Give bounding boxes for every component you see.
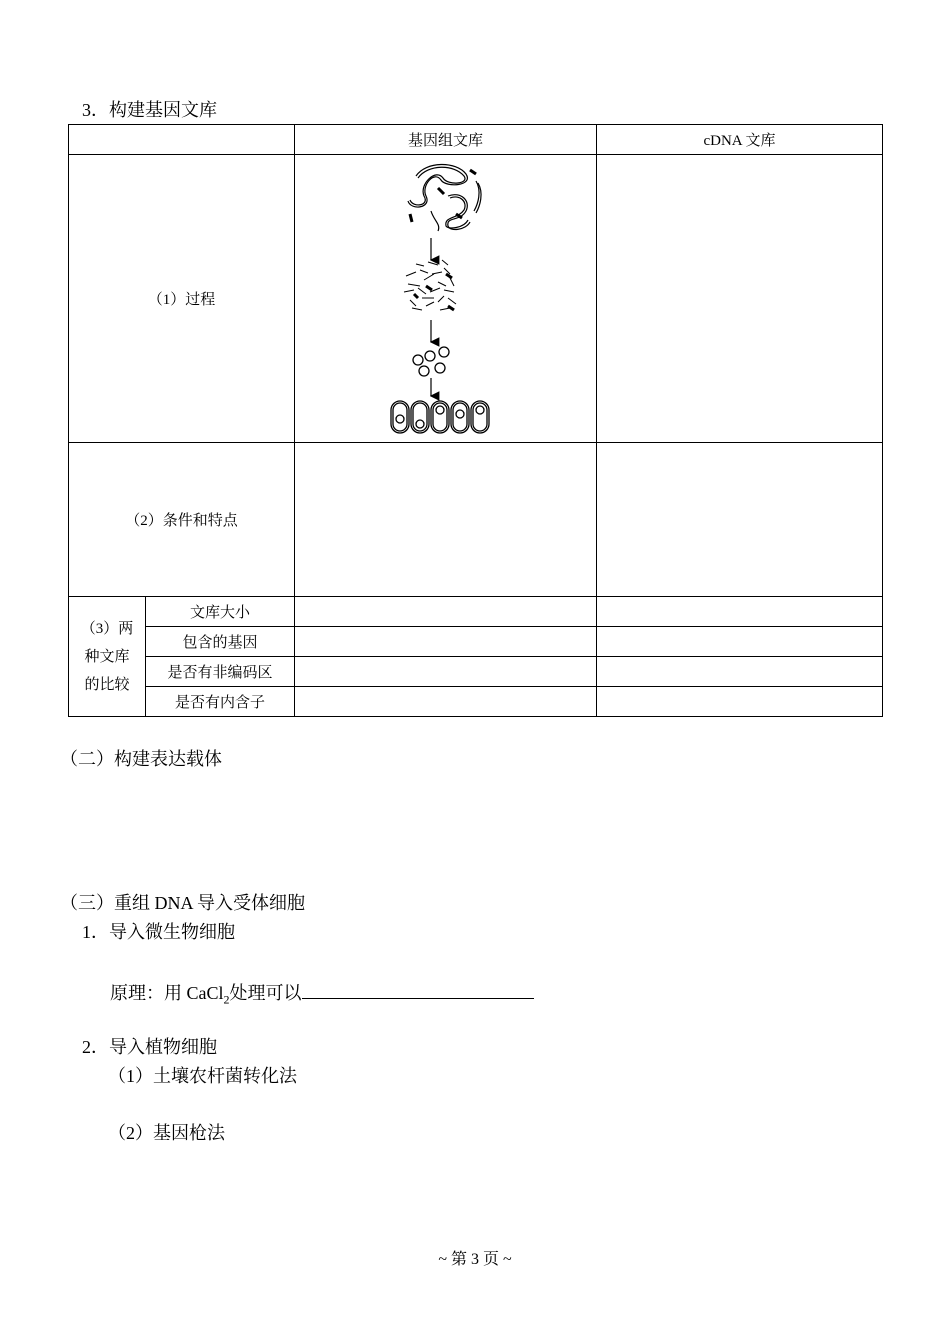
compare-label (69, 597, 146, 717)
principle-prefix: 原理：用 CaCl (110, 983, 224, 1003)
genome-library-process-diagram (386, 156, 506, 436)
answer-cell (597, 657, 883, 687)
header-empty-cell (69, 125, 295, 155)
principle-suffix: 处理可以 (229, 983, 302, 1003)
compare-item-genes: 包含的基因 (146, 627, 295, 657)
header-genome-library: 基因组文库 (295, 125, 597, 155)
recombinant-plasmids-icon (413, 347, 449, 376)
item-plant-cells: 2．导入植物细胞 (82, 1037, 217, 1057)
compare-item-introns: 是否有内含子 (146, 687, 295, 717)
table-header-row (69, 125, 883, 155)
answer-blank[interactable] (302, 978, 534, 999)
process-label: （1）过程 (69, 155, 295, 443)
answer-cell (597, 687, 883, 717)
sub-gene-gun: （2）基因枪法 (108, 1123, 225, 1143)
answer-cell (597, 627, 883, 657)
principle-subscript: 2 (223, 992, 230, 1007)
compare-row (69, 657, 883, 687)
gene-library-table (68, 124, 883, 717)
heading-expression-vector: （二）构建表达载体 (60, 749, 222, 769)
sub-agrobacterium: （1）土壤农杆菌转化法 (108, 1066, 297, 1086)
conditions-row (69, 443, 883, 597)
answer-cell (295, 627, 597, 657)
dna-chromosome-icon (408, 164, 481, 231)
page-footer: ~ 第 3 页 ~ (438, 1251, 512, 1268)
answer-cell (295, 687, 597, 717)
conditions-label: （2）条件和特点 (69, 443, 295, 597)
item-microbial-cells: 1．导入微生物细胞 (82, 922, 235, 942)
process-row (69, 155, 883, 443)
header-cdna-library: cDNA 文库 (597, 125, 883, 155)
answer-cell (295, 597, 597, 627)
host-bacteria-icon (391, 401, 489, 433)
compare-row (69, 687, 883, 717)
section-3-title: 3．构建基因文库 (82, 100, 217, 120)
compare-item-library-size: 文库大小 (146, 597, 295, 627)
compare-row (69, 597, 883, 627)
answer-cell (597, 597, 883, 627)
compare-label-line: 的比较 (84, 676, 130, 693)
heading-introduce-dna: （三）重组 DNA 导入受体细胞 (60, 893, 306, 913)
conditions-genome-cell (295, 443, 597, 597)
principle-line (110, 978, 534, 1012)
conditions-cdna-cell (597, 443, 883, 597)
compare-label-line: （3）两 (80, 620, 134, 637)
process-genome-cell (295, 155, 597, 443)
process-cdna-cell (597, 155, 883, 443)
compare-item-noncoding: 是否有非编码区 (146, 657, 295, 687)
dna-fragments-icon (404, 260, 456, 310)
compare-label-line: 种文库 (84, 648, 130, 665)
compare-row (69, 627, 883, 657)
answer-cell (295, 657, 597, 687)
